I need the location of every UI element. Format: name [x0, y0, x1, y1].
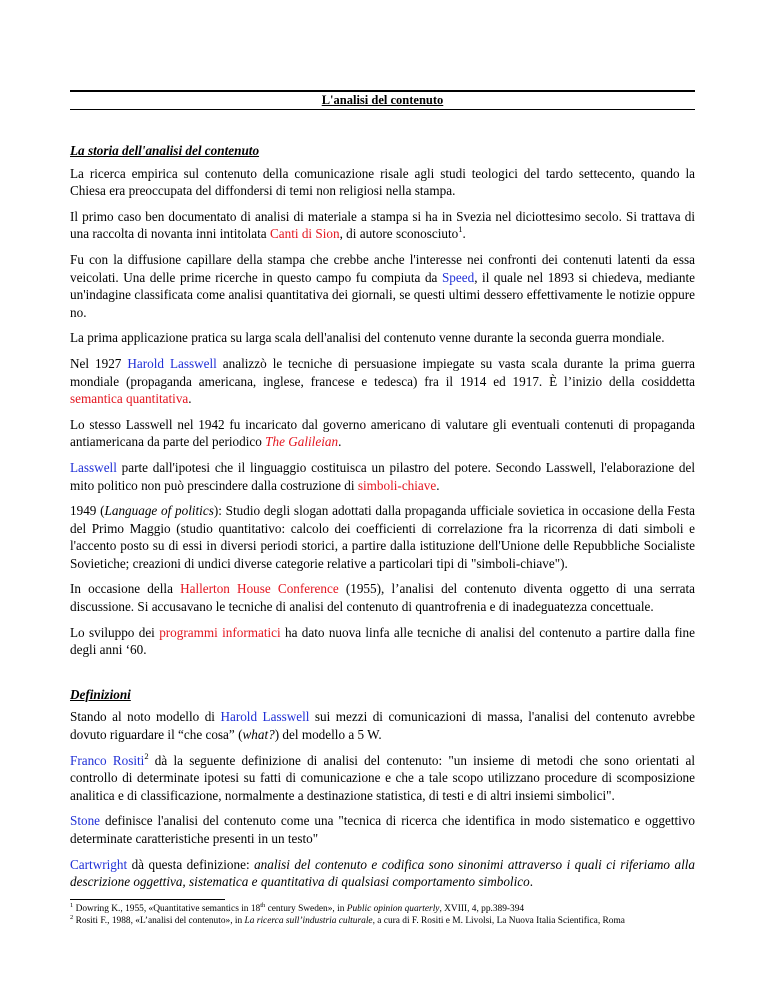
paragraph: Lo stesso Lasswell nel 1942 fu incaricato dal governo americano di valutare gli eventuali contenuti di propaganda antiamericana da parte del periodico The Galileian. [70, 416, 695, 450]
paragraph: Stone definisce l'analisi del contenuto come una "tecnica di ricerca che identifica in modo sistematico e oggettivo determinate caratteristiche presenti in un testo" [70, 813, 695, 846]
footnote-1: $^1$ Dowring K., 1955, «Quantitative semantics in 18th century Sweden», in Public opinion quarterly, XVIII, 4, pp.389-394 [70, 901, 525, 914]
link-speed[interactable]: Speed [441, 269, 475, 285]
footnote-ref-2[interactable]: 2 [144, 750, 149, 761]
link-canti-di-sion[interactable]: Canti di Sion [269, 226, 340, 242]
link-harold-lasswell[interactable]: Harold Lasswell [127, 355, 217, 371]
document-body [70, 142, 695, 928]
paragraph: Stando al noto modello di Harold Lasswell sui mezzi di comunicazioni di massa, l'analisi del contenuto avrebbe dovuto riguardare il “che cosa” (what?) del modello a 5 W. [70, 709, 696, 743]
paragraph: In occasione della Hallerton House Conference (1955), l’analisi del contenuto diventa oggetto di una serrata discussione. Si accusavano le tecniche di analisi del contenuto di quantrofrenia e di inadeguatezza concettuale. [70, 581, 695, 615]
link-simboli-chiave[interactable]: simboli-chiave [357, 477, 437, 493]
paragraph: La prima applicazione pratica su larga scala dell'analisi del contenuto venne durante la seconda guerra mondiale. [70, 330, 665, 346]
footnote-separator [70, 899, 225, 900]
paragraph: Lasswell parte dall'ipotesi che il linguaggio costituisca un pilastro del potere. Secondo Lasswell, l'elaborazione del mito politico non può prescindere dalla costruzione di simboli-chiave. [70, 459, 695, 493]
paragraph: Franco Rositi$^2$ dà la seguente definizione di analisi del contenuto: "un insieme di metodi che sono orientati al controllo di determinate ipotesi su fatti di comunicazione e che a tale scopo utilizzano procedure di scomposizione analitica e di classificazione, normalmente a destinazione statistica, di testi e di altri insiemi simbolici". [70, 750, 695, 803]
page-title: L'analisi del contenuto [321, 93, 444, 107]
paragraph: Lo sviluppo dei programmi informatici ha dato nuova linfa alle tecniche di analisi del contenuto a partire dalla fine degli anni ‘60. [70, 624, 695, 658]
link-lasswell[interactable]: Lasswell [70, 459, 117, 475]
link-the-galileian[interactable]: The Galileian [265, 434, 339, 450]
section-heading-storia: La storia dell'analisi del contenuto [70, 143, 260, 158]
paragraph: La ricerca empirica sul contenuto della comunicazione risale agli studi teologici del tardo settecento, quando la Chiesa era preoccupata del diffondersi di temi non religiosi nella stampa. [70, 165, 695, 199]
link-programmi-informatici[interactable]: programmi informatici [159, 624, 281, 640]
link-franco-rositi[interactable]: Franco Rositi [70, 752, 145, 768]
paragraph: Nel 1927 Harold Lasswell analizzò le tecniche di persuasione impiegate su vasta scala durante la prima guerra mondiale (propaganda americana, inglese, francese e tedesca) fra il 1914 ed 1917. È l’inizio della cosiddetta semantica quantitativa. [70, 355, 695, 407]
link-semantica-quantitativa[interactable]: semantica quantitativa [70, 391, 189, 407]
paragraph: Cartwright dà questa definizione: analisi del contenuto e codifica sono sinonimi attraverso i quali ci riferiamo alla descrizione oggettiva, sistematica e quantitativa di qualsiasi comportamento simbolico. [70, 856, 695, 890]
footnote-2: $^2$ Rositi F., 1988, «L’analisi del contenuto», in La ricerca sull’industria culturale, a cura di F. Rositi e M. Livolsi, La Nuova Italia Scientifica, Roma [70, 914, 625, 927]
link-harold-lasswell[interactable]: Harold Lasswell [220, 709, 310, 725]
paragraph: Il primo caso ben documentato di analisi di materiale a stampa si ha in Svezia nel diciottesimo secolo. Si trattava di una raccolta di novanta inni intitolata Canti di Sion, di autore sconosciuto$^1$. [70, 208, 695, 242]
paragraph: 1949 (Language of politics): Studio degli slogan adottati dalla propaganda ufficiale sovietica in occasione della Festa del Primo Maggio (studio quantitativo: calcolo dei coefficienti di correlazione fra la ricorrenza di dati simboli e l'accento posto su di essi in diversi periodi storici, a partire dalla istituzione dell'Unione delle Repubbliche Socialiste Sovietiche; creazioni di undici diverse categorie relative a particolari tipi di "simboli-chiave"). [70, 503, 695, 571]
link-cartwright[interactable]: Cartwright [70, 856, 128, 872]
link-hallerton-house-conference[interactable]: Hallerton House Conference [180, 581, 339, 597]
footnote-ref-1[interactable]: 1 [458, 224, 463, 235]
paragraph: Fu con la diffusione capillare della stampa che crebbe anche l'interesse nei confronti dei contenuti latenti da essa veicolati. Una delle prime ricerche in questo campo fu compiuta da Speed, il quale nel 1893 si chiedeva, mediante un'indagine classificata come analisi quantitativa dei giornali, se questi ultimi dessero effettivamente le notizie oppure no. [70, 251, 696, 320]
section-heading-definizioni: Definizioni [70, 686, 131, 702]
link-stone[interactable]: Stone [70, 813, 101, 829]
